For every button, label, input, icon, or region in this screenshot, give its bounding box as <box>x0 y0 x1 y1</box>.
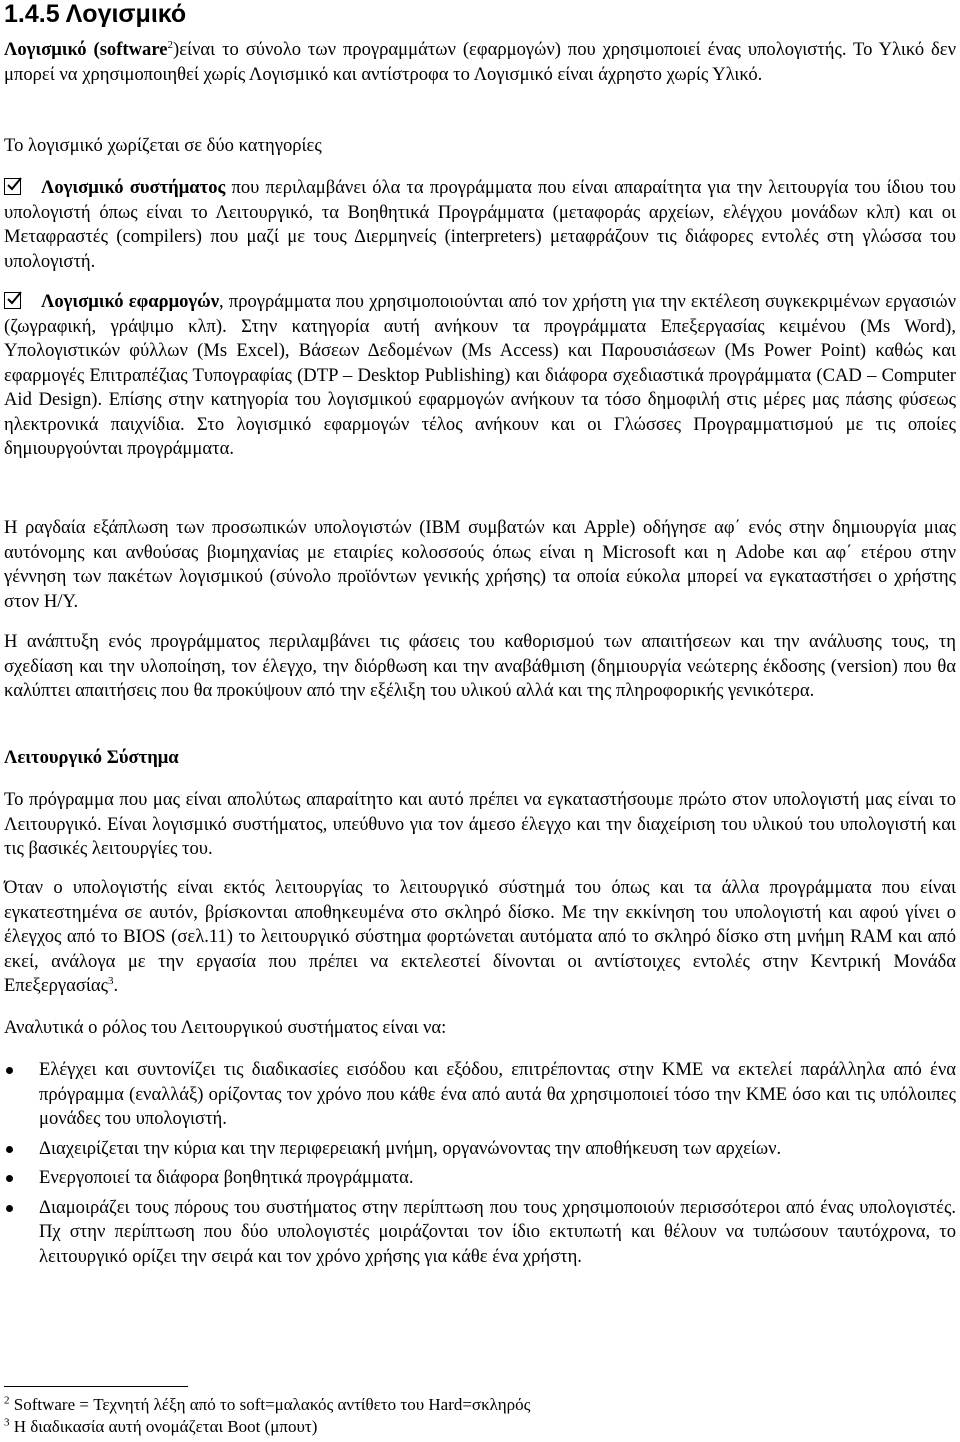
footnote-divider <box>4 1386 188 1387</box>
list-item <box>4 1058 956 1132</box>
footnote-2 <box>4 1394 530 1416</box>
list-item <box>4 1196 956 1270</box>
section-heading: 1.4.5 Λογισμικό <box>4 0 187 28</box>
application-software-term: Λογισμικό εφαρμογών <box>41 291 220 312</box>
categories-intro: Το λογισμικό χωρίζεται σε δύο κατηγορίες <box>4 135 322 156</box>
application-software-text: , προγράμματα που χρησιμοποιούνται από τον χρήστη για την εκτέλεση συγκεκριμένων εργασιών (ζωγραφική, γράψιμο κλπ). Στην κατηγορία αυτή ανήκουν τα προγράμματα Επεξεργασίας κειμένου (Ms Word), Υπολογιστικών φύλλων (Ms Excel), Βάσεων Δεδομένων (Ms Access) και Παρουσιάσεων (Ms Power Point) καθώς και εφαρμογές Επιτραπέζιας Τυπογραφίας (DTP – Desktop Publishing) και διάφορα σχεδιαστικά προγράμματα (CAD – Computer Aid Design). Επίσης στην κατηγορία του λογισμικού εφαρμογών ανήκουν τα τόσο δημοφιλή στις μέρες μας πάσης φύσεως ηλεκτρονικά παιχνίδια. Στο λογισμικό εφαρμογών τέλος ανήκουν και οι Γλώσσες Προγραμματισμού με τις οποίες δημιουργούνται προγράμματα. <box>4 291 956 459</box>
footnote-text: Η διαδικασία αυτή ονομάζεται Boot (μπουτ) <box>13 1417 318 1436</box>
list-item-text: Ελέγχει και συντονίζει τις διαδικασίες εισόδου και εξόδου, επιτρέποντας στην ΚΜΕ να εκτελεί παράλληλα από ένα πρόγραμμα (εναλλάξ) ορίζοντας τον χρόνο που κάθε ένα από αυτά θα χρησιμοποιεί τόσο την ΚΜΕ όσο και τις υπόλοιπες μονάδες του υπολογιστή. <box>39 1059 956 1129</box>
footnote-ref-3: 3 <box>108 974 114 987</box>
os-role-list <box>4 1058 956 1269</box>
footnote-ref-2: 2 <box>167 38 174 51</box>
bullet-icon <box>6 1067 13 1074</box>
program-development-paragraph: Η ανάπτυξη ενός προγράμματος περιλαμβάνει τις φάσεις του καθορισμού των απαιτήσεων και την ανάλυσης τους, τη σχεδίαση και την υλοποίηση, τον έλεγχο, την διόρθωση και την αναβάθμιση (δημιουργία νεώτερης έκδοσης (version) που θα καλύπτει απαιτήσεις που θα προκύψουν από την εξέλιξη του υλικού αλλά και της πληροφορικής γενικότερα. <box>4 631 956 701</box>
list-item <box>4 1137 956 1162</box>
os-paragraph-2 <box>4 876 956 999</box>
software-term: Λογισμικό (software <box>4 39 168 60</box>
list-item-text: Ενεργοποιεί τα διάφορα βοηθητικά προγράμματα. <box>39 1167 414 1188</box>
bullet-icon <box>6 1175 13 1182</box>
list-item-text: Διαχειρίζεται την κύρια και την περιφερειακή μνήμη, οργανώνοντας την αποθήκευση των αρχείων. <box>39 1137 782 1159</box>
pc-spread-paragraph: Η ραγδαία εξάπλωση των προσωπικών υπολογιστών (IBM συμβατών και Apple) οδήγησε αφ΄ ενός στην δημιουργία μιας αυτόνομης και ανθούσας βιομηχανίας με εταιρίες κολοσσούς όπως είναι η Microsoft και η Adobe και αφ΄ ετέρου στην γέννηση των πακέτων λογισμικού (σύνολο προϊόντων γενικής χρήσης) τα οποία εύκολα μπορεί να εγκαταστήσει ο χρήστης στον Η/Υ. <box>4 517 956 612</box>
list-item-text: Διαμοιράζει τους πόρους του συστήματος στην περίπτωση που τους χρησιμοποιούν περισσότεροι από ένας υπολογιστές. Πχ στην περίπτωση που δύο υπολογιστές μοιράζονται τον ίδιο εκτυπωτή και θέλουν να τυπώσουν ταυτόχρονα, το λειτουργικό ορίζει την σειρά και τον χρόνο χρήσης για κάθε ένα χρήστη. <box>39 1196 956 1267</box>
footnote-text: Software = Τεχνητή λέξη από το soft=μαλακός αντίθετο του Hard=σκληρός <box>13 1395 531 1414</box>
intro-paragraph <box>4 38 956 87</box>
system-software-text: που περιλαμβάνει όλα τα προγράμματα που είναι απαραίτητα για την λειτουργία του ίδιου του υπολογιστή όπως είναι το Λειτουργικό, τα Βοηθητικά Προγράμματα (μεταφοράς αρχείων, ελέγχου μονάδων κλπ) και οι Μεταφραστές (compilers) που μαζί με τους Διερμηνείς (interpreters) μεταφράζουν τις διάφορες εντολές στη γλώσσα του υπολογιστή. <box>4 177 956 272</box>
bullet-icon <box>6 1205 13 1212</box>
system-software-term: Λογισμικό συστήματος <box>41 177 226 198</box>
checkbox-icon <box>4 178 21 195</box>
application-software-paragraph <box>4 290 956 462</box>
os-heading: Λειτουργικό Σύστημα <box>4 747 179 768</box>
footnote-3 <box>4 1416 317 1438</box>
os-role-intro: Αναλυτικά ο ρόλος του Λειτουργικού συστήματος είναι να: <box>4 1017 447 1038</box>
checkbox-icon <box>4 292 21 309</box>
footnote-number: 2 <box>4 1394 10 1407</box>
os-paragraph-1: Το πρόγραμμα που μας είναι απολύτως απαραίτητο και αυτό πρέπει να εγκαταστήσουμε πρώτο στον υπολογιστή μας είναι το Λειτουργικό. Είναι λογισμικό συστήματος, υπεύθυνο για τον άμεσο έλεγχο και την διαχείριση του υλικού του υπολογιστή και τις βασικές λειτουργίες του. <box>4 789 956 859</box>
os-paragraph-2-end: . <box>113 975 119 996</box>
intro-text: )είναι το σύνολο των προγραμμάτων (εφαρμογών) που χρησιμοποιεί ένας υπολογιστής. Το Υλικό δεν μπορεί να χρησιμοποιηθεί χωρίς Λογισμικό και αντίστροφα το Λογισμικό είναι άχρηστο χωρίς Υλικό. <box>4 39 957 85</box>
system-software-paragraph <box>4 176 956 274</box>
os-paragraph-2-text: Όταν ο υπολογιστής είναι εκτός λειτουργίας το λειτουργικό σύστημά του όπως και τα άλλα προγράμματα που είναι εγκατεστημένα σε αυτόν, βρίσκονται αποθηκευμένα στο σκληρό δίσκο. Με την εκκίνηση του υπολογιστή και αφού γίνει ο έλεγχος από το BIOS (σελ.11) το λειτουργικό σύστημα φορτώνεται αυτόματα από το σκληρό δίσκο στη μνήμη RAM και από εκεί, ανάλογα με την εργασία που πρέπει να εκτελεστεί δίνονται οι αντίστοιχες εντολές στην Κεντρική Μονάδα Επεξεργασίας <box>4 877 956 996</box>
footnote-number: 3 <box>4 1416 10 1429</box>
bullet-icon <box>6 1146 13 1153</box>
list-item <box>4 1166 956 1191</box>
